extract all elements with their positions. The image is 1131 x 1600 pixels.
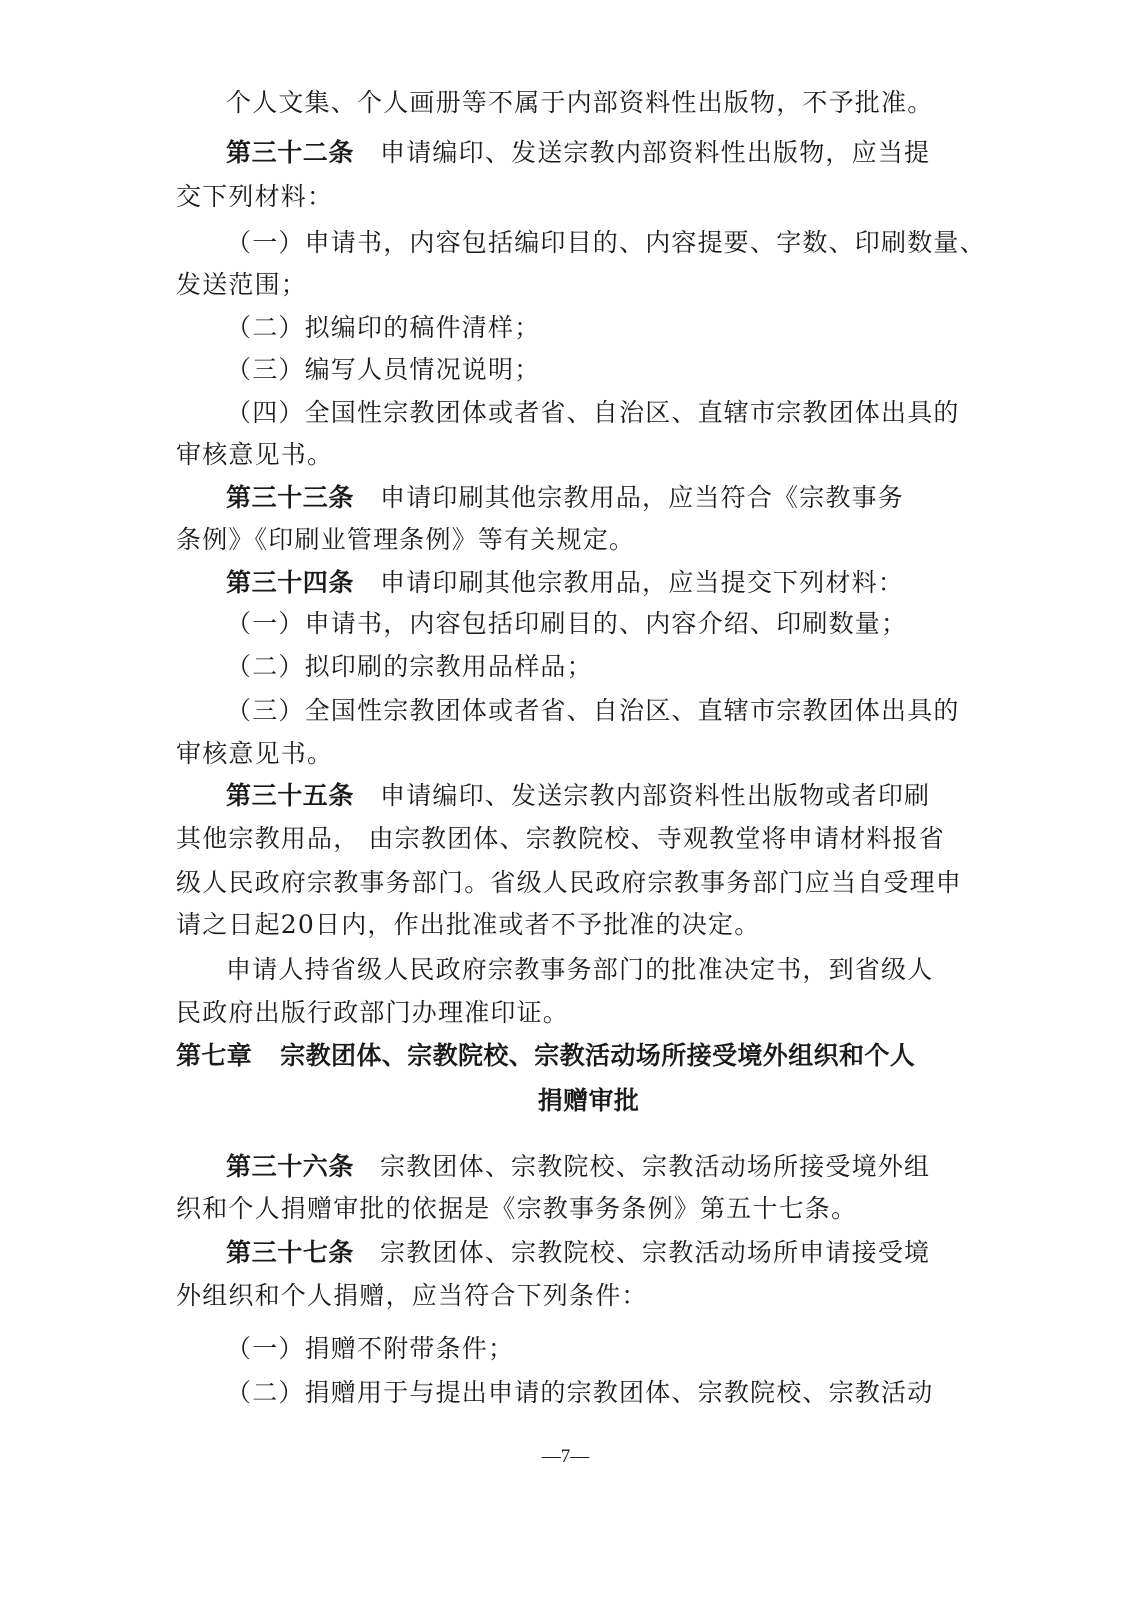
- article-36-line-1: [0, 1150, 1131, 1184]
- article-33-line-1: [0, 481, 1131, 515]
- article-label: 第三十七条: [226, 1238, 355, 1267]
- list-item: （一）申请书，内容包括印刷目的、内容介绍、印刷数量；: [226, 609, 908, 638]
- article-35-line-3: 级人民政府宗教事务部门。省级人民政府宗教事务部门应当自受理申: [176, 868, 963, 897]
- chapter-title: 宗教团体、宗教院校、宗教活动场所接受境外组织和个人: [280, 1041, 916, 1070]
- list-item: （一）捐赠不附带条件；: [226, 1334, 515, 1363]
- list-item-continued: 发送范围；: [176, 270, 308, 299]
- list-item: （二）拟编印的稿件清样；: [226, 313, 541, 342]
- list-item-continued: 审核意见书。: [176, 440, 334, 469]
- article-label: 第三十二条: [226, 138, 355, 167]
- list-item-continued: 审核意见书。: [176, 739, 334, 768]
- article-text: 申请编印、发送宗教内部资料性出版物或者印刷: [380, 781, 931, 810]
- chapter-heading: [0, 1039, 1131, 1073]
- article-label: 第三十五条: [226, 781, 355, 810]
- article-34-line-1: [0, 566, 1131, 600]
- article-text: 申请印刷其他宗教用品，应当提交下列材料：: [380, 568, 905, 597]
- article-35-line-1: [0, 779, 1131, 813]
- article-37-line-1: [0, 1236, 1131, 1270]
- article-label: 第三十四条: [226, 568, 355, 597]
- article-32-line-2: 交下列材料：: [176, 182, 334, 211]
- article-35-line-2: 其他宗教用品， 由宗教团体、宗教院校、寺观教堂将申请材料报省: [176, 824, 945, 853]
- list-item: （四）全国性宗教团体或者省、自治区、直辖市宗教团体出具的: [226, 398, 960, 427]
- paragraph-line: 个人文集、个人画册等不属于内部资料性出版物，不予批准。: [226, 88, 934, 117]
- chapter-number: 第七章: [176, 1041, 253, 1070]
- list-item: （三）全国性宗教团体或者省、自治区、直辖市宗教团体出具的: [226, 696, 960, 725]
- article-33-line-2: 条例》《印刷业管理条例》等有关规定。: [176, 525, 636, 554]
- list-item: （二）拟印刷的宗教用品样品；: [226, 652, 593, 681]
- article-label: 第三十三条: [226, 483, 355, 512]
- article-text: 宗教团体、宗教院校、宗教活动场所接受境外组: [380, 1152, 931, 1181]
- article-36-line-2: 织和个人捐赠审批的依据是《宗教事务条例》第五十七条。: [176, 1194, 858, 1223]
- article-text: 宗教团体、宗教院校、宗教活动场所申请接受境: [380, 1238, 931, 1267]
- list-item: （一）申请书，内容包括编印目的、内容提要、字数、印刷数量、: [226, 228, 986, 257]
- chapter-title-continued: 捐赠审批: [537, 1086, 640, 1115]
- article-text: 申请编印、发送宗教内部资料性出版物，应当提: [380, 138, 931, 167]
- article-text: 申请印刷其他宗教用品，应当符合《宗教事务: [380, 483, 905, 512]
- paragraph-line: 民政府出版行政部门办理准印证。: [176, 998, 570, 1027]
- article-35-line-4: 请之日起20日内，作出批准或者不予批准的决定。: [176, 910, 761, 939]
- article-37-line-2: 外组织和个人捐赠，应当符合下列条件：: [176, 1281, 648, 1310]
- page-number: —7—: [541, 1446, 590, 1467]
- paragraph-line: 申请人持省级人民政府宗教事务部门的批准决定书，到省级人: [226, 955, 934, 984]
- article-32-line-1: [0, 136, 1131, 170]
- article-label: 第三十六条: [226, 1152, 355, 1181]
- list-item: （二）捐赠用于与提出申请的宗教团体、宗教院校、宗教活动: [226, 1378, 934, 1407]
- list-item: （三）编写人员情况说明；: [226, 355, 541, 384]
